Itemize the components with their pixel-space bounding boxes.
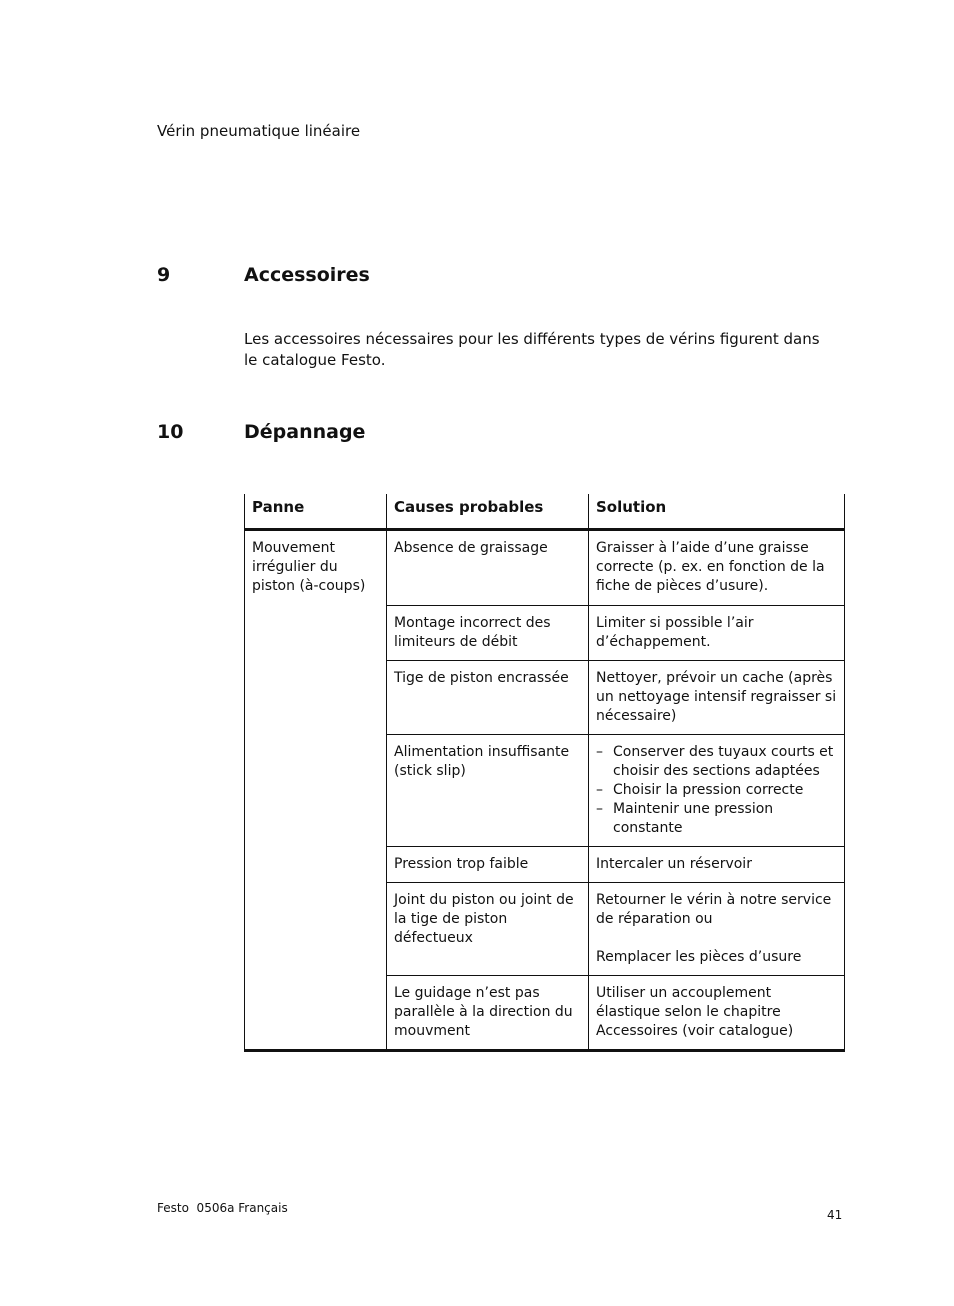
solution-cell: Limiter si possible l’air d’échappement. bbox=[589, 606, 845, 661]
troubleshooting-table bbox=[244, 494, 845, 1052]
dash-marker: – bbox=[596, 744, 603, 760]
cause-cell: Tige de piston encrassée bbox=[387, 661, 589, 735]
table-header-row bbox=[245, 494, 845, 530]
cause-cell: Pression trop faible bbox=[387, 847, 589, 883]
solution-text: Retourner le vérin à notre service de réparation ou bbox=[596, 892, 832, 927]
section-9-number: 9 bbox=[157, 264, 171, 286]
header-solution: Solution bbox=[589, 494, 845, 530]
header-panne: Panne bbox=[245, 494, 387, 530]
page-number: 41 bbox=[827, 1208, 843, 1222]
list-item: – Maintenir une pression constante bbox=[596, 801, 774, 836]
cause-cell: Joint du piston ou joint de la tige de piston défectueux bbox=[387, 883, 589, 976]
header-causes: Causes probables bbox=[387, 494, 589, 530]
dash-marker: – bbox=[596, 782, 603, 798]
list-item: – Choisir la pression correcte bbox=[596, 782, 804, 798]
running-header: Vérin pneumatique linéaire bbox=[157, 122, 361, 140]
footer-doc-id: Festo 0506a Français bbox=[157, 1201, 288, 1215]
solution-cell: Utiliser un accouplement élastique selon le chapitre Accessoires (voir catalogue) bbox=[589, 976, 845, 1051]
dash-marker: – bbox=[596, 801, 603, 817]
list-item: – Conserver des tuyaux courts et choisir des sections adaptées bbox=[596, 744, 834, 779]
section-9-title: Accessoires bbox=[244, 264, 370, 286]
cause-cell: Montage incorrect des limiteurs de débit bbox=[387, 606, 589, 661]
solution-list bbox=[596, 743, 837, 838]
table-row bbox=[245, 530, 845, 606]
solution-cell: Intercaler un réservoir bbox=[589, 847, 845, 883]
cause-cell: Alimentation insuffisante (stick slip) bbox=[387, 735, 589, 847]
solution-cell bbox=[589, 883, 845, 976]
cause-cell: Absence de graissage bbox=[387, 530, 589, 606]
section-9-text: Les accessoires nécessaires pour les différents types de vérins figurent dans le catalogue Festo. bbox=[244, 330, 820, 369]
section-10-number: 10 bbox=[157, 421, 184, 443]
solution-cell: Graisser à l’aide d’une graisse correcte (p. ex. en fonction de la fiche de pièces d’usure). bbox=[589, 530, 845, 606]
solution-text-alt: Remplacer les pièces d’usure bbox=[596, 949, 802, 965]
solution-cell bbox=[589, 735, 845, 847]
solution-cell: Nettoyer, prévoir un cache (après un nettoyage intensif regraisser si nécessaire) bbox=[589, 661, 845, 735]
cause-cell: Le guidage n’est pas parallèle à la direction du mouvment bbox=[387, 976, 589, 1051]
section-10-title: Dépannage bbox=[244, 421, 366, 443]
panne-cell: Mouvement irrégulier du piston (à-coups) bbox=[245, 530, 387, 1051]
